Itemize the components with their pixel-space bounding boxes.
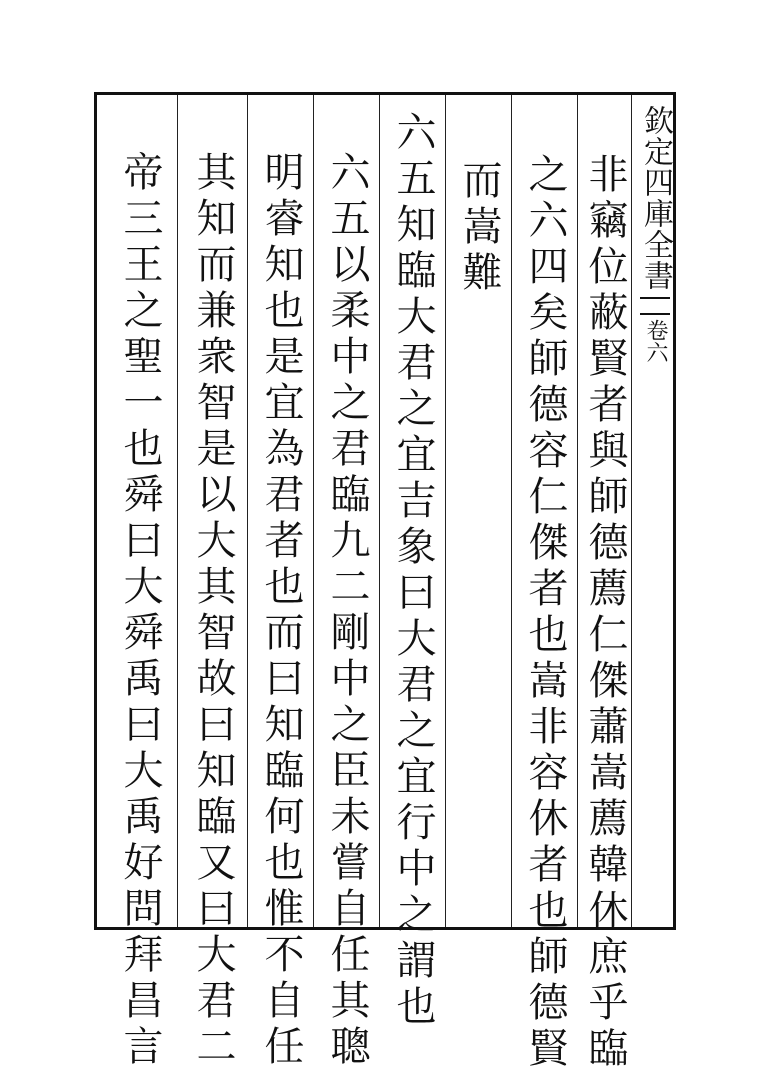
column-text: 六五知臨大君之宜吉象曰大君之宜行中之謂也 [390, 111, 436, 1031]
column-text: 六五以柔中之君臨九二剛中之臣未嘗自任其聰 [324, 151, 370, 1071]
column-rule [379, 95, 380, 927]
text-column-5 [315, 95, 379, 1071]
text-column-7 [179, 95, 247, 1071]
text-column-6 [249, 95, 313, 1071]
text-column-8 [103, 95, 177, 1071]
text-column-4 [381, 95, 445, 1031]
column-text: 非竊位蔽賢者與師德薦仁傑蕭嵩薦韓休庶乎臨 [582, 153, 628, 1073]
column-rule [177, 95, 178, 927]
column-rule [445, 95, 446, 927]
fish-tail-mark [640, 297, 670, 315]
text-column-2 [513, 95, 577, 1073]
column-rule [577, 95, 578, 927]
book-title: 欽定四庫全書 [638, 105, 673, 291]
volume-label: 卷六 [643, 319, 668, 363]
column-text: 之六四矣師德容仁傑者也嵩非容休者也師德賢 [522, 153, 568, 1073]
text-column-1 [579, 95, 631, 1073]
header-margin [633, 95, 677, 927]
column-rule [631, 95, 632, 927]
column-text: 而嵩難 [456, 159, 502, 297]
column-rule [313, 95, 314, 927]
page-frame [94, 92, 676, 1073]
column-text: 其知而兼衆智是以大其智故曰知臨又曰大君二 [190, 151, 236, 1071]
column-rule [511, 95, 512, 927]
column-rule [247, 95, 248, 927]
column-text: 明睿知也是宜為君者也而曰知臨何也惟不自任 [258, 151, 304, 1071]
text-column-3 [447, 95, 511, 927]
column-text: 帝三王之聖一也舜曰大舜禹曰大禹好問拜昌言 [117, 151, 163, 1071]
